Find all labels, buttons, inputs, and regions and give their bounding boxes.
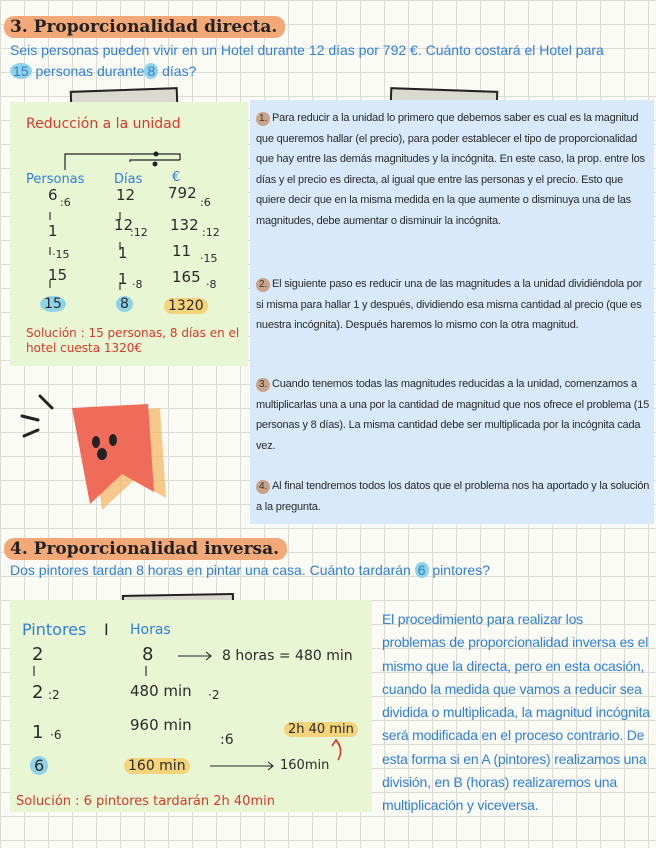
direct-solution: Solución : 15 personas, 8 días en el hotel cuesta 1320€ — [26, 326, 240, 355]
p-value: 1 — [32, 722, 44, 743]
conversion-min: 160min — [280, 758, 330, 773]
step-number: 4. — [256, 480, 270, 494]
op-h: :6 — [220, 732, 234, 748]
section4-problem — [10, 560, 654, 581]
op-e: :6 — [200, 196, 211, 209]
step-number: 3. — [256, 378, 270, 392]
e-value: 165 — [172, 268, 201, 286]
section3-problem-line2 — [10, 61, 654, 82]
p-result: 15 — [40, 296, 66, 312]
p-value: 1 — [48, 222, 58, 240]
para-text: Al final tendremos todos los datos que el problema nos ha aportado y la solución a la pregunta. — [256, 480, 650, 513]
op-d: :12 — [130, 226, 148, 239]
surprised-bookmark-sticker-icon — [10, 378, 175, 518]
e-result: 1320 — [164, 298, 208, 314]
section3-problem — [10, 40, 654, 82]
h-value: 480 min — [130, 682, 192, 700]
bubble-6: 6 — [415, 562, 429, 578]
col-sep: I — [104, 620, 109, 639]
p-value: 6 — [48, 186, 58, 204]
explanation-para-4 — [256, 476, 650, 517]
d-value: 12 — [116, 186, 136, 204]
col-personas: Personas — [26, 172, 85, 187]
e-value: 11 — [172, 242, 192, 260]
d-value: 1 — [118, 270, 128, 288]
conversion-result: 2h 40 min — [284, 722, 358, 737]
d-value: 1 — [118, 244, 128, 262]
op-p: :2 — [48, 688, 60, 702]
h-value: 960 min — [130, 716, 192, 734]
op-p: ·15 — [52, 248, 70, 261]
op-h: ·2 — [208, 688, 220, 702]
para-text: Para reducir a la unidad lo primero que debemos saber es cual es la magnitud que queremos hallar (el precio), para poder establecer el tipo de proporcionalidad que hay entre las demás magnitudes y la incógnita. En este caso, la prop. entre los días y el precio es directa, al igual que entre las personas y el precio. Esto que quiere decir que en la misma medida en la que aumente o disminuya una de las magnitudes, debe aumentar o disminuir la incógnita. — [256, 112, 645, 227]
conversion-hours: 8 horas = 480 min — [222, 648, 353, 664]
op-p: ·6 — [50, 728, 62, 742]
section3-problem-line1: Seis personas pueden vivir en un Hotel durante 12 días por 792 €. Cuánto costará el Hotel para — [10, 42, 604, 58]
step-number: 2. — [256, 278, 270, 292]
explanation-para-2 — [256, 274, 650, 336]
explanation-para-1 — [256, 108, 650, 231]
h-value: 8 — [142, 644, 154, 665]
op-e: :12 — [202, 226, 220, 239]
para-text: Cuando tenemos todas las magnitudes reducidas a la unidad, comenzamos a multiplicarlas una a una por la cantidad de magnitud que nos ofrece el problema (15 personas y 8 días). La misma cantidad debe ser multiplicada por la incógnita cada vez. — [256, 378, 650, 452]
p-value: 2 — [32, 644, 44, 665]
inverse-solution: Solución : 6 pintores tardarán 2h 40min — [16, 794, 275, 809]
section3-title: 3. Proporcionalidad directa. — [4, 16, 285, 38]
step-number: 1. — [256, 112, 270, 126]
p-result: 6 — [30, 756, 48, 775]
h-result: 160 min — [124, 758, 190, 774]
col-horas: Horas — [130, 622, 171, 638]
inverse-diagram-lines — [10, 600, 372, 812]
bubble-15: 15 — [10, 63, 32, 79]
bubble-8: 8 — [144, 63, 158, 79]
d-value: 12 — [114, 216, 134, 234]
col-dias: Días — [114, 172, 143, 187]
col-euro: € — [172, 170, 181, 185]
op-e: ·15 — [200, 252, 218, 265]
problem-text: Dos pintores tardan 8 horas en pintar una casa. Cuánto tardarán — [10, 562, 411, 578]
p-value: 2 — [32, 682, 44, 703]
op-d: ·8 — [132, 278, 143, 291]
p-value: 15 — [48, 266, 68, 284]
e-value: 132 — [170, 216, 199, 234]
problem-text-end: pintores? — [432, 562, 490, 578]
problem-text-end: días? — [162, 63, 197, 79]
op-p: :6 — [60, 196, 71, 209]
para-text: El siguiente paso es reducir una de las magnitudes a la unidad dividiéndola por si misma para hallar 1 y después, dividiendo esa misma cantidad al precio (que es nuestra incógnita). Después haremos lo mismo con la otra magnitud. — [256, 278, 643, 331]
section4-title: 4. Proporcionalidad inversa. — [4, 538, 287, 560]
problem-text: personas durante — [35, 63, 145, 79]
e-value: 792 — [168, 184, 197, 202]
col-pintores: Pintores — [22, 620, 87, 639]
d-result: 8 — [116, 296, 133, 312]
op-e: ·8 — [206, 278, 217, 291]
diagram-heading: Reducción a la unidad — [26, 116, 181, 132]
explanation-para-3 — [256, 374, 650, 456]
inverse-explanation: El procedimiento para realizar los problemas de proporcionalidad inversa es el mismo que la directa, pero en esta ocasión, cuando la medida que vamos a reducir sea dividida o multiplicada, la magnitud incógnita será modificada en el proceso contrario. De esta forma si en A (pintores) realizamos una división, en B (horas) realizaremos una multiplicación y viceversa. — [382, 611, 650, 814]
